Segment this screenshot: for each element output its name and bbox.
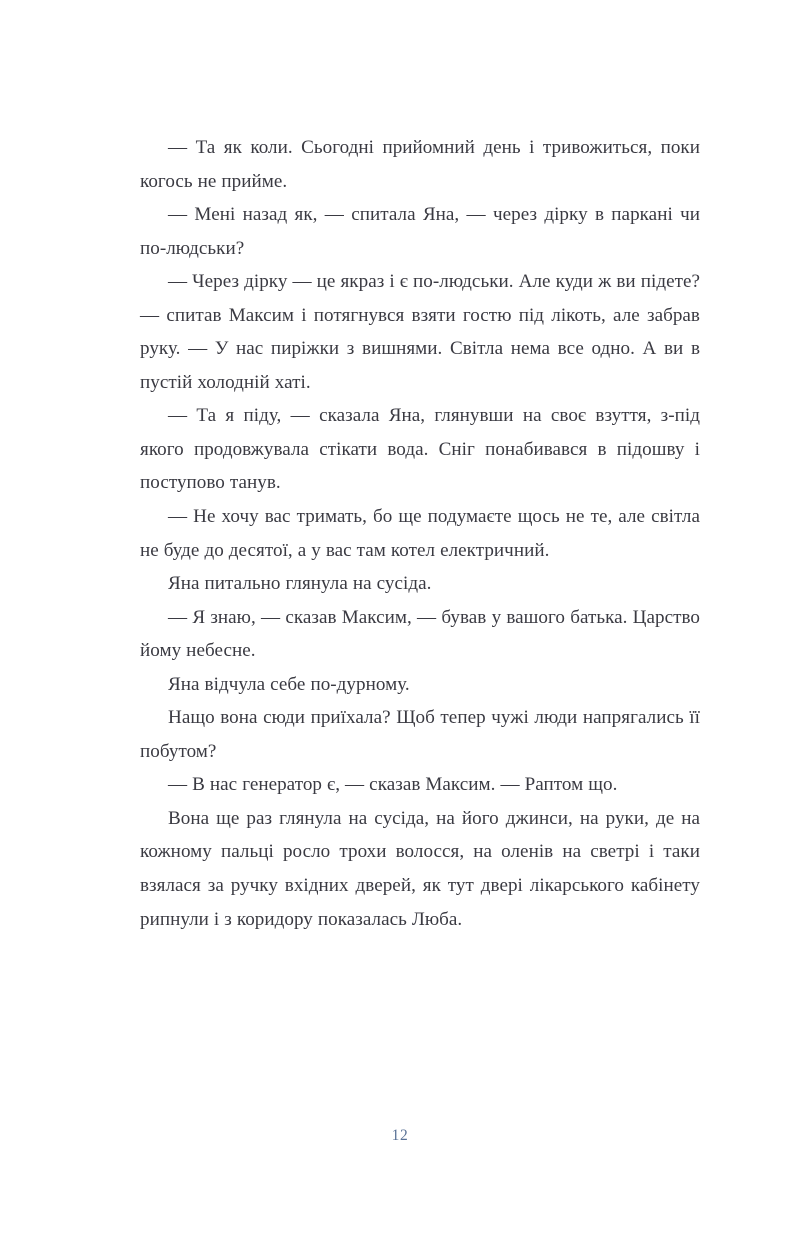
paragraph: Вона ще раз глянула на сусіда, на його джинси, на руки, де на кожному пальці росло трохи волосся, на оленів на светрі і таки взялася за ручку вхідних дверей, як тут двері лікарського кабінету рипнули і з коридору показалась Люба. (140, 807, 700, 930)
paragraph: — Я знаю, — сказав Максим, — бував у вашого батька. Царство йому небесне. (140, 606, 700, 662)
paragraph: — В нас генератор є, — сказав Максим. — Раптом що. (168, 774, 618, 796)
paragraph: Яна питально глянула на сусіда. (168, 573, 432, 595)
paragraph: — Не хочу вас тримать, бо ще подумаєте щось не те, але світла не буде до десятої, а у вас там котел електричний. (140, 506, 700, 561)
paragraph: — Мені назад як, — спитала Яна, — через дірку в паркані чи по-людськи? (140, 204, 700, 259)
page-number: 12 (391, 1127, 409, 1144)
paragraph: — Та я піду, — сказала Яна, глянувши на своє взуття, з-під якого продовжувала стікати вода. Сніг понабивався в підошву і поступово танув. (140, 405, 700, 494)
paragraph: Нащо вона сюди приїхала? Щоб тепер чужі люди напрягались її побутом? (140, 707, 700, 762)
page-text-block (140, 131, 700, 936)
paragraph: Яна відчула себе по-дурному. (168, 673, 410, 695)
paragraph: — Через дірку — це якраз і є по-людськи. Але куди ж ви підете? — спитав Максим і потягнувся взяти гостю під лікоть, але забрав руку. — У нас пиріжки з вишнями. Світла нема все одно. А ви в пустій холодній хаті. (140, 271, 700, 393)
paragraph: — Та як коли. Сьогодні прийомний день і тривожиться, поки когось не прийме. (140, 137, 700, 192)
